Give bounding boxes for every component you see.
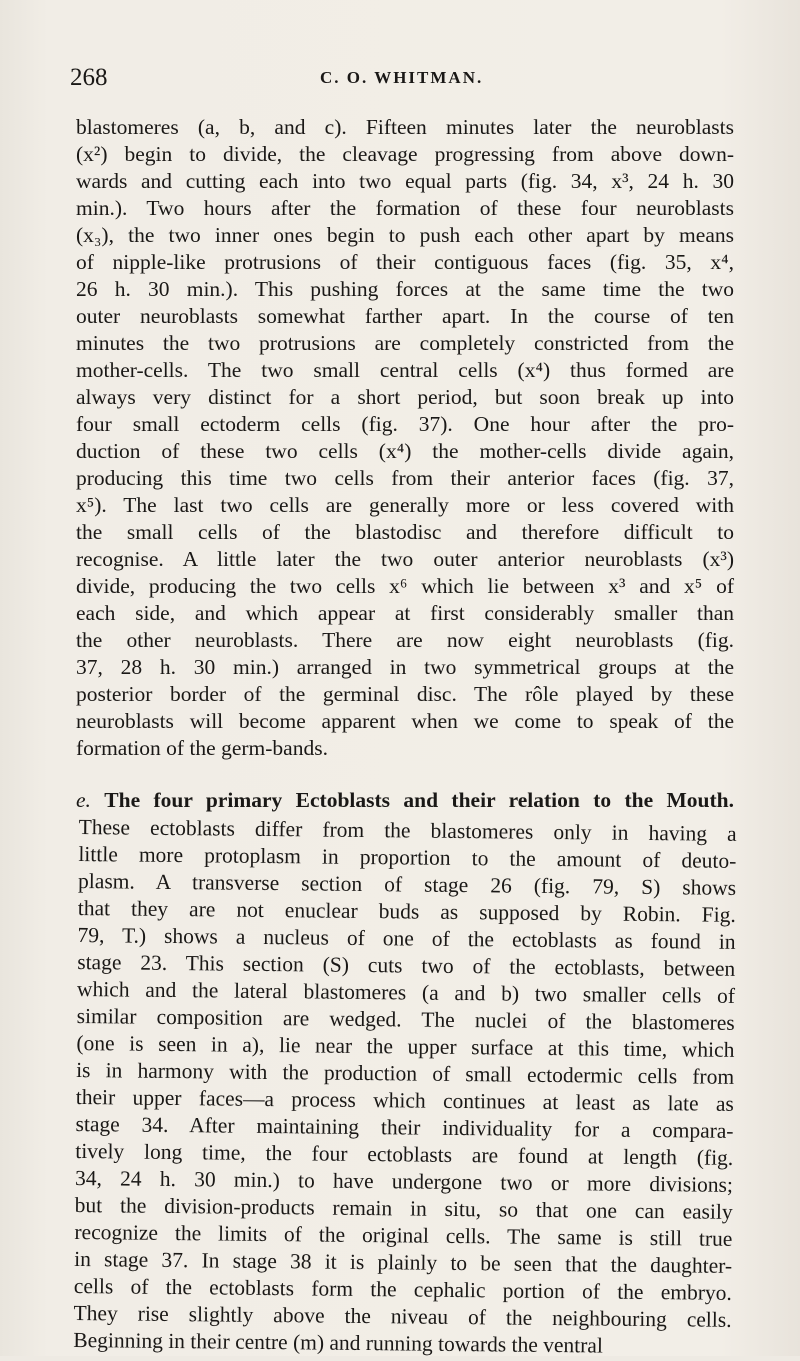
text-line: four small ectoderm cells (fig. 37). One hour after the pro- — [76, 412, 734, 436]
text-line: similar composition are wedged. The nuclei of the blastomeres — [76, 1004, 735, 1035]
text-line: 37, 28 h. 30 min.) arranged in two symmetrical groups at the — [76, 655, 734, 679]
text-line: in stage 37. In stage 38 it is plainly to be seen that the daughter- — [74, 1246, 733, 1278]
text-line: their upper faces—a process which continues at least as late as — [75, 1085, 734, 1116]
text-line: wards and cutting each into two equal parts (fig. 34, x³, 24 h. 30 — [76, 169, 734, 193]
text-line: Beginning in their centre (m) and running towards the ventral — [73, 1327, 604, 1358]
text-line: 26 h. 30 min.). This pushing forces at the same time the two — [76, 277, 734, 301]
text-line: posterior border of the germinal disc. The rôle played by these — [76, 682, 734, 706]
text-line: 34, 24 h. 30 min.) to have undergone two or more divisions; — [74, 1165, 734, 1197]
text-line: each side, and which appear at first considerably smaller than — [76, 601, 734, 625]
text-line: blastomeres (a, b, and c). Fifteen minutes later the neuroblasts — [76, 115, 734, 139]
text-line: stage 34. After maintaining their individuality for a compara- — [75, 1111, 734, 1143]
text-line: 79, T.) shows a nucleus of one of the ectoblasts as found in — [77, 923, 736, 954]
text-line: the other neuroblasts. There are now eight neuroblasts (fig. — [76, 628, 734, 652]
text-line: min.). Two hours after the formation of these four neuroblasts — [76, 196, 734, 220]
text-line: recognise. A little later the two outer anterior neuroblasts (x³) — [76, 547, 734, 571]
text-line: (one is seen in a), lie near the upper surface at this time, which — [76, 1031, 735, 1062]
text-line: of nipple-like protrusions of their contiguous faces (fig. 35, x⁴, — [76, 250, 734, 274]
text-line: formation of the germ-bands. — [76, 736, 328, 760]
text-line: plasm. A transverse section of stage 26 (fig. 79, S) shows — [78, 869, 737, 900]
text-line: mother-cells. The two small central cells (x⁴) thus formed are — [76, 358, 734, 382]
page-header — [70, 64, 732, 98]
text-line: stage 23. This section (S) cuts two of the ectoblasts, between — [77, 950, 736, 981]
text-line: These ectoblasts differ from the blastomeres only in having a — [78, 815, 737, 846]
text-line: outer neuroblasts somewhat farther apart. In the course of ten — [76, 304, 734, 328]
section-heading — [76, 787, 734, 814]
text-line: that they are not enuclear buds as supposed by Robin. Fig. — [77, 896, 736, 927]
text-line: x⁵). The last two cells are generally more or less covered with — [76, 493, 734, 517]
text-line: minutes the two protrusions are completely constricted from the — [76, 331, 734, 355]
paragraph-2 — [73, 814, 737, 1361]
body-text — [73, 114, 737, 1358]
text-line: tively long time, the four ectoblasts are found at length (fig. — [75, 1138, 734, 1170]
text-line: always very distinct for a short period, but soon break up into — [76, 385, 734, 409]
text-line: (x₃), the two inner ones begin to push each other apart by means — [76, 223, 734, 247]
text-line: but the division-products remain in situ, so that one can easily — [74, 1192, 733, 1224]
section-letter: e. — [76, 788, 91, 812]
text-line: recognize the limits of the original cells. The same is still true — [74, 1219, 733, 1251]
text-line: (x²) begin to divide, the cleavage progressing from above down- — [76, 142, 734, 166]
text-line: little more protoplasm in proportion to the amount of deuto- — [78, 842, 737, 873]
text-line: divide, producing the two cells x⁶ which lie between x³ and x⁵ of — [76, 574, 734, 598]
text-line: cells of the ectoblasts form the cephalic portion of the embryo. — [73, 1273, 732, 1305]
paragraph-gap — [76, 762, 734, 787]
text-line: is in harmony with the production of small ectodermic cells from — [76, 1058, 735, 1089]
text-line: They rise slightly above the niveau of the neighbouring cells. — [73, 1300, 732, 1332]
text-line: neuroblasts will become apparent when we come to speak of the — [76, 709, 734, 733]
text-line: duction of these two cells (x⁴) the mother-cells divide again, — [76, 439, 734, 463]
text-line: which and the lateral blastomeres (a and b) two smaller cells of — [76, 977, 736, 1008]
text-line: the small cells of the blastodisc and therefore difficult to — [76, 520, 734, 544]
text-line: producing this time two cells from their anterior faces (fig. 37, — [76, 466, 734, 490]
section-title: The four primary Ectoblasts and their relation to the Mouth. — [104, 788, 735, 812]
running-head: C. O. WHITMAN. — [320, 68, 484, 87]
page-number: 268 — [70, 64, 108, 91]
paragraph-1 — [76, 114, 734, 762]
